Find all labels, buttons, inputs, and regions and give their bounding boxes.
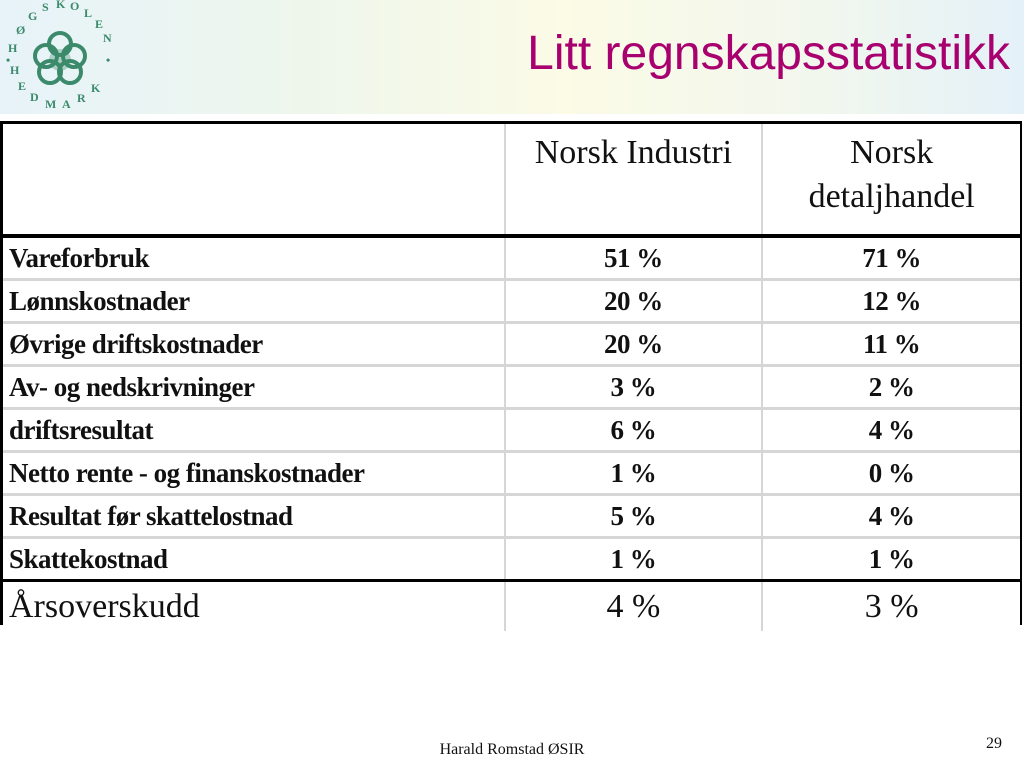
footer-author: Harald Romstad ØSIR — [439, 741, 585, 758]
statistics-table — [3, 124, 1020, 631]
svg-text:M: M — [45, 97, 57, 111]
svg-text:K: K — [56, 0, 66, 11]
detaljhandel-value: 12 % — [762, 280, 1020, 323]
row-label: Øvrige driftskostnader — [3, 323, 505, 366]
svg-text:R: R — [77, 91, 86, 105]
statistics-table-frame — [0, 121, 1022, 625]
page-number: 29 — [986, 735, 1002, 752]
header-norsk-detaljhandel: Norsk detaljhandel — [762, 124, 1020, 234]
table-row — [3, 366, 1020, 409]
table-row — [3, 409, 1020, 452]
svg-text:S: S — [42, 0, 49, 14]
slide-title: Litt regnskapsstatistikk — [527, 27, 1010, 80]
svg-text:N: N — [103, 31, 112, 45]
industri-value: 1 % — [505, 452, 763, 495]
table-row — [3, 538, 1020, 581]
svg-text:K: K — [91, 81, 101, 95]
header-empty-cell — [3, 124, 505, 234]
svg-text:H: H — [8, 41, 18, 55]
svg-text:O: O — [70, 0, 80, 13]
industri-value: 20 % — [505, 323, 763, 366]
table-row — [3, 495, 1020, 538]
industri-value: 51 % — [505, 238, 763, 280]
row-label: Av- og nedskrivninger — [3, 366, 505, 409]
row-label: driftsresultat — [3, 409, 505, 452]
svg-text:•: • — [6, 53, 11, 67]
detaljhandel-value: 71 % — [762, 238, 1020, 280]
header-norsk-industri: Norsk Industri — [505, 124, 763, 234]
svg-text:H: H — [10, 63, 20, 77]
svg-text:E: E — [95, 17, 104, 31]
detaljhandel-value: 2 % — [762, 366, 1020, 409]
industri-value: 1 % — [505, 538, 763, 581]
detaljhandel-value: 1 % — [762, 538, 1020, 581]
detaljhandel-value: 4 % — [762, 495, 1020, 538]
table-row — [3, 280, 1020, 323]
detaljhandel-value: 11 % — [762, 323, 1020, 366]
table-row-total — [3, 581, 1020, 632]
industri-value: 5 % — [505, 495, 763, 538]
svg-text:L: L — [84, 6, 93, 20]
hogskolen-hedmark-logo — [2, 0, 118, 116]
svg-text:G: G — [28, 9, 38, 23]
table-header-row — [3, 124, 1020, 234]
industri-value: 4 % — [505, 581, 763, 632]
detaljhandel-value: 0 % — [762, 452, 1020, 495]
industri-value: 6 % — [505, 409, 763, 452]
row-label: Vareforbruk — [3, 238, 505, 280]
table-row — [3, 323, 1020, 366]
svg-text:Ø: Ø — [16, 23, 26, 37]
industri-value: 3 % — [505, 366, 763, 409]
industri-value: 20 % — [505, 280, 763, 323]
svg-text:E: E — [18, 79, 27, 93]
detaljhandel-value: 4 % — [762, 409, 1020, 452]
row-label: Årsoverskudd — [3, 581, 505, 632]
row-label: Netto rente - og finanskostnader — [3, 452, 505, 495]
row-label: Skattekostnad — [3, 538, 505, 581]
row-label: Lønnskostnader — [3, 280, 505, 323]
table-row — [3, 238, 1020, 280]
row-label: Resultat før skattelostnad — [3, 495, 505, 538]
svg-text:A: A — [62, 97, 71, 111]
table-row — [3, 452, 1020, 495]
svg-text:D: D — [30, 90, 39, 104]
detaljhandel-value: 3 % — [762, 581, 1020, 632]
svg-text:•: • — [106, 53, 111, 67]
